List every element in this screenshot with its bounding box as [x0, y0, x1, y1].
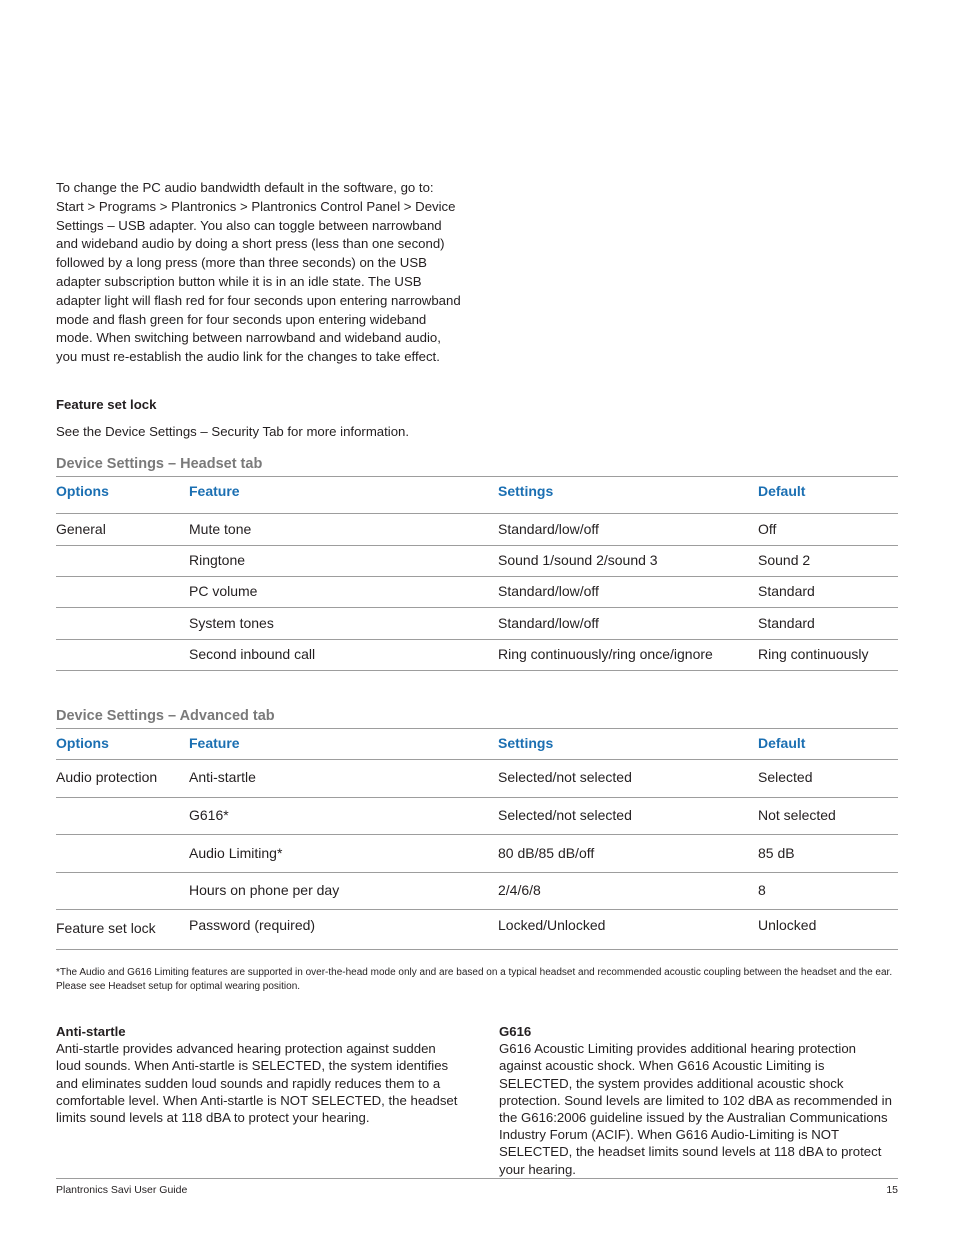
table-cell: Feature set lock: [56, 920, 156, 936]
table-cell: 2/4/6/8: [498, 882, 541, 898]
footnote: *The Audio and G616 Limiting features are supported in over-the-head mode only and are based on a typical headset and recommended acoustic coupling between the headset and the ear. Please see Headset setup for optimal wearing position.: [56, 967, 893, 992]
table-cell: Standard/low/off: [498, 521, 599, 537]
footer-divider: [56, 1178, 898, 1179]
table-cell: Standard/low/off: [498, 583, 599, 599]
table-cell: Sound 2: [758, 552, 811, 568]
headset-settings-table: [56, 476, 898, 672]
table-cell: General: [56, 521, 106, 537]
anti-startle-text: Anti-startle provides advanced hearing protection against sudden loud sounds. When Anti-startle is SELECTED, the system identifies and eliminates sudden loud sounds and rapidly reduces them to a comfortable level. When Anti-startle is NOT SELECTED, the headset limits sound levels at 118 dBA to protect your hearing.: [56, 1041, 458, 1126]
table-cell: Hours on phone per day: [189, 882, 340, 898]
g616-text: G616 Acoustic Limiting provides additional hearing protection against acoustic shock. When G616 Acoustic Limiting is SELECTED, the system provides additional acoustic shock protection. Sound levels are limited to 102 dBA as recommended in the G616:2006 guideline issued by the Australian Communications Industry Forum (ACIF). When G616 Audio-Limiting is NOT SELECTED, the headset limits sound levels at 118 dBA to protect your hearing.: [499, 1041, 892, 1177]
table-cell: Off: [758, 521, 777, 537]
table-cell: 8: [758, 882, 766, 898]
table-cell: Anti-startle: [189, 769, 256, 785]
column-header-default: Default: [758, 483, 806, 499]
table-cell: Standard/low/off: [498, 615, 599, 631]
table-cell: Audio protection: [56, 769, 158, 785]
feature-set-lock-text: See the Device Settings – Security Tab for more information.: [56, 424, 410, 439]
table-cell: Not selected: [758, 807, 836, 823]
page-number: 15: [886, 1184, 898, 1196]
table-cell: Password (required): [189, 917, 316, 933]
column-header-options: Options: [56, 735, 109, 751]
table-cell: G616*: [189, 807, 229, 823]
table-cell: Second inbound call: [189, 646, 316, 662]
table-cell: Unlocked: [758, 917, 817, 933]
advanced-table-title: Device Settings – Advanced tab: [56, 708, 275, 724]
column-header-options: Options: [56, 483, 109, 499]
table-cell: Ringtone: [189, 552, 246, 568]
table-cell: Audio Limiting*: [189, 845, 283, 861]
table-cell: Sound 1/sound 2/sound 3: [498, 552, 658, 568]
anti-startle-section: [56, 1023, 458, 1126]
column-header-settings: Settings: [498, 483, 554, 499]
table-cell: Selected: [758, 769, 813, 785]
intro-paragraph: To change the PC audio bandwidth default in the software, go to: Start > Programs > Plantronics > Plantronics Control Panel > Device Settings – USB adapter. You also can toggle between narrowband and wideband audio by doing a short press (less than one second) followed by a long press (more than three seconds) on the USB adapter subscription button while it is in an idle state. The USB adapter light will flash red for four seconds upon entering narrowband mode and flash green for four seconds upon entering wideband mode. When switching between narrowband and wideband audio, you must re-establish the audio link for the changes to take effect.: [56, 180, 461, 365]
table-cell: System tones: [189, 615, 274, 631]
table-cell: Standard: [758, 583, 815, 599]
anti-startle-heading: Anti-startle: [56, 1024, 126, 1039]
table-cell: PC volume: [189, 583, 258, 599]
table-cell: Ring continuously/ring once/ignore: [498, 646, 713, 662]
column-header-settings: Settings: [498, 735, 554, 751]
table-cell: Standard: [758, 615, 815, 631]
table-cell: Selected/not selected: [498, 769, 632, 785]
table-cell: 85 dB: [758, 845, 795, 861]
table-cell: Locked/Unlocked: [498, 917, 606, 933]
table-cell: Mute tone: [189, 521, 252, 537]
table-cell: Ring continuously: [758, 646, 869, 662]
column-header-feature: Feature: [189, 735, 240, 751]
table-cell: Selected/not selected: [498, 807, 632, 823]
table-cell: 80 dB/85 dB/off: [498, 845, 595, 861]
column-header-feature: Feature: [189, 483, 240, 499]
feature-set-lock-heading: Feature set lock: [56, 397, 157, 412]
g616-heading: G616: [499, 1024, 532, 1039]
footer-guide-title: Plantronics Savi User Guide: [56, 1184, 188, 1196]
g616-section: [499, 1023, 899, 1178]
advanced-settings-table: [56, 728, 898, 952]
column-header-default: Default: [758, 735, 806, 751]
headset-table-title: Device Settings – Headset tab: [56, 456, 263, 472]
